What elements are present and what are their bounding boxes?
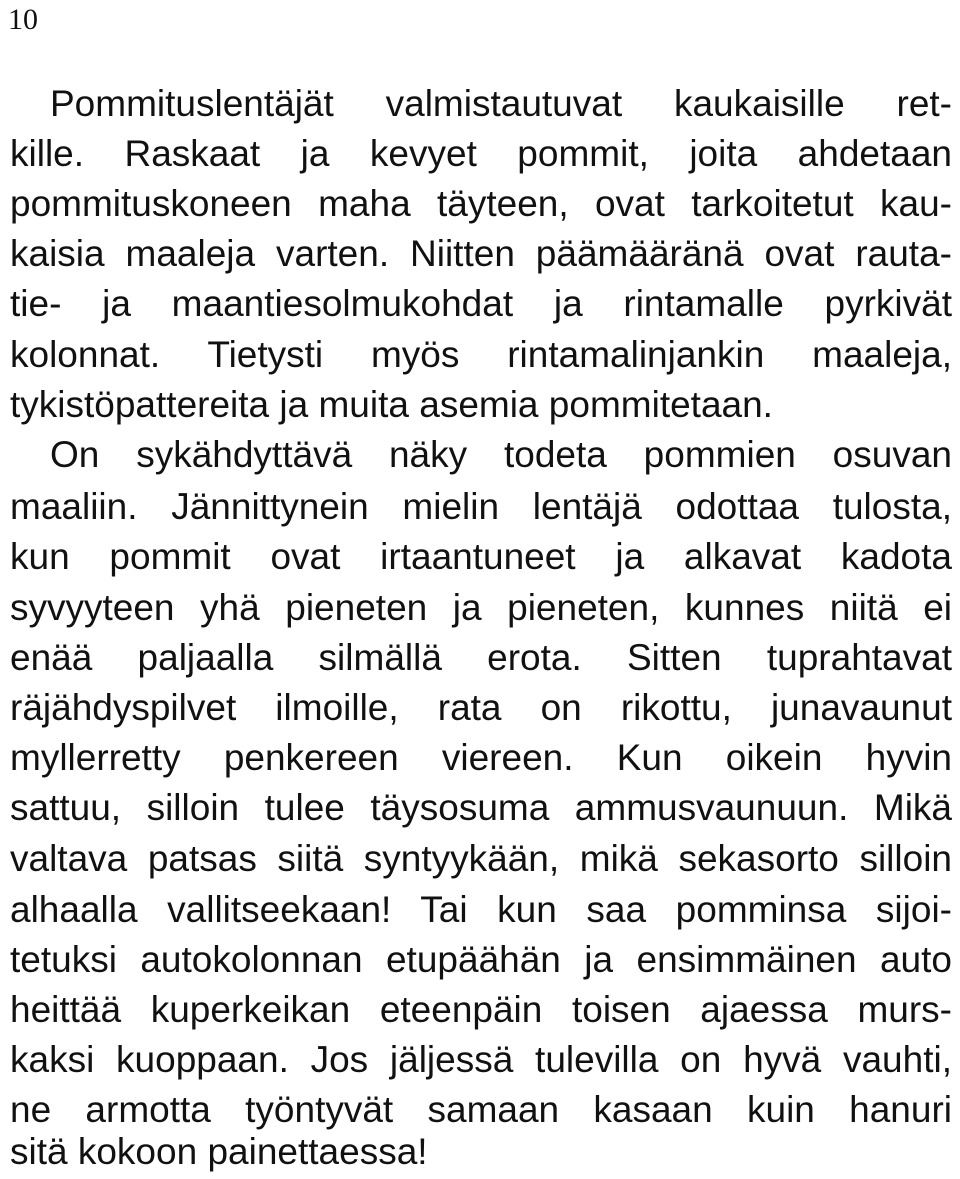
text-line: kun pommit ovat irtaantuneet ja alkavat kadota bbox=[10, 536, 952, 577]
page-number: 10 bbox=[8, 3, 38, 36]
text-line: myllerretty penkereen viereen. Kun oikein hyvin bbox=[10, 737, 952, 778]
text-line: sattuu, silloin tulee täysosuma ammusvaunuun. Mikä bbox=[10, 787, 952, 828]
text-line: valtava patsas siitä syntyykään, mikä sekasorto silloin bbox=[10, 838, 952, 879]
text-line: sitä kokoon painettaessa! bbox=[10, 1131, 428, 1172]
text-line: alhaalla vallitseekaan! Tai kun saa pomminsa sijoi- bbox=[10, 889, 952, 930]
text-line: kaisia maaleja varten. Niitten päämääränä ovat rauta- bbox=[10, 233, 952, 274]
text-line: Pommituslentäjät valmistautuvat kaukaisille ret- bbox=[50, 83, 952, 124]
text-line: On sykähdyttävä näky todeta pommien osuvan bbox=[50, 434, 952, 475]
text-line: räjähdyspilvet ilmoille, rata on rikottu, junavaunut bbox=[10, 687, 952, 728]
text-line: ne armotta työntyvät samaan kasaan kuin hanuri bbox=[10, 1089, 952, 1130]
text-line: kille. Raskaat ja kevyet pommit, joita ahdetaan bbox=[10, 133, 952, 174]
text-line: tie- ja maantiesolmukohdat ja rintamalle pyrkivät bbox=[10, 283, 952, 324]
text-line: pommituskoneen maha täyteen, ovat tarkoitetut kau- bbox=[10, 183, 952, 224]
text-line: kaksi kuoppaan. Jos jäljessä tulevilla on hyvä vauhti, bbox=[10, 1039, 952, 1080]
text-line: kolonnat. Tietysti myös rintamalinjankin maaleja, bbox=[10, 334, 952, 375]
text-line: tetuksi autokolonnan etupäähän ja ensimmäinen auto bbox=[10, 939, 952, 980]
text-line: maaliin. Jännittynein mielin lentäjä odottaa tulosta, bbox=[10, 486, 952, 527]
text-line: syvyyteen yhä pieneten ja pieneten, kunnes niitä ei bbox=[10, 587, 952, 628]
text-line: heittää kuperkeikan eteenpäin toisen ajaessa murs- bbox=[10, 989, 952, 1030]
text-line: tykistöpattereita ja muita asemia pommitetaan. bbox=[10, 384, 773, 425]
text-line: enää paljaalla silmällä erota. Sitten tuprahtavat bbox=[10, 637, 952, 678]
